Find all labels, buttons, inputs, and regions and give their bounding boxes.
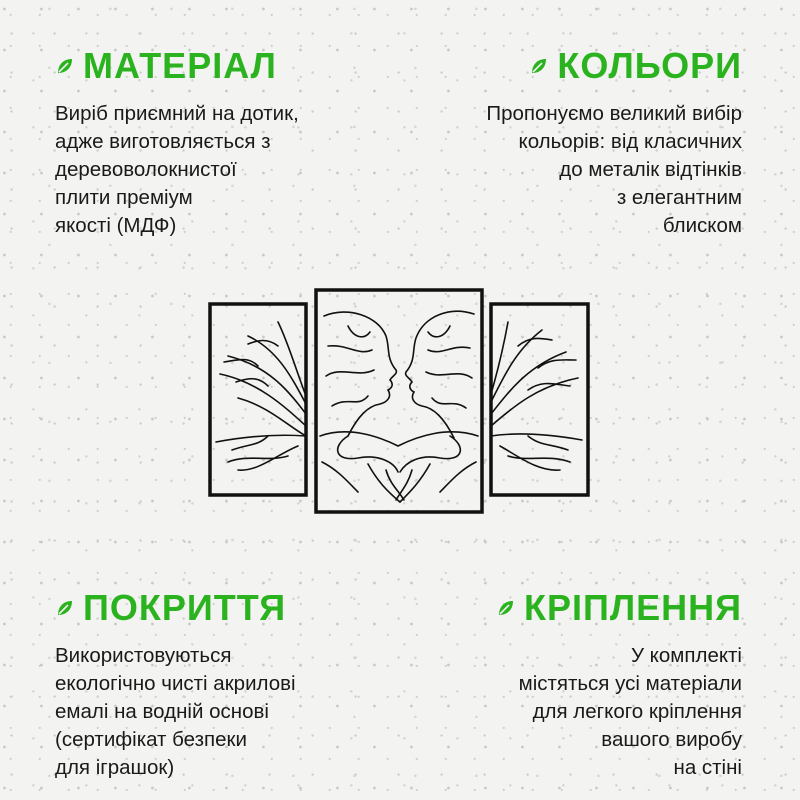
leaf-icon — [55, 598, 75, 618]
triptych-wall-art — [208, 286, 590, 516]
section-colors — [486, 45, 742, 240]
leaf-icon — [496, 598, 516, 618]
mounting-heading — [496, 587, 742, 628]
section-mounting — [496, 587, 742, 782]
material-title: МАТЕРІАЛ — [83, 45, 277, 86]
coating-title: ПОКРИТТЯ — [83, 587, 287, 628]
left-panel-tree — [216, 322, 306, 470]
material-text: Виріб приємний на дотик, адже виготовляється з деревоволокнистої плити преміум якості (МДФ) — [55, 102, 299, 237]
right-panel-tree — [491, 322, 582, 470]
mounting-text: У комплекті містяться усі матеріали для легкого кріплення вашого виробу на стіні — [518, 644, 742, 779]
colors-title: КОЛЬОРИ — [557, 45, 742, 86]
material-heading — [55, 45, 299, 86]
center-panel-faces — [320, 311, 478, 502]
section-material — [55, 45, 299, 240]
mounting-title: КРІПЛЕННЯ — [523, 587, 742, 628]
section-coating — [55, 587, 296, 782]
colors-text: Пропонуємо великий вибір кольорів: від класичних до металік відтінків з елегантним блиском — [486, 102, 742, 237]
coating-heading — [55, 587, 296, 628]
coating-text: Використовуються екологічно чисті акрилові емалі на водній основі (сертифікат безпеки для іграшок) — [55, 644, 296, 779]
leaf-icon — [529, 56, 549, 76]
colors-heading — [486, 45, 742, 86]
leaf-icon — [55, 56, 75, 76]
center-panel-frame — [316, 290, 482, 512]
